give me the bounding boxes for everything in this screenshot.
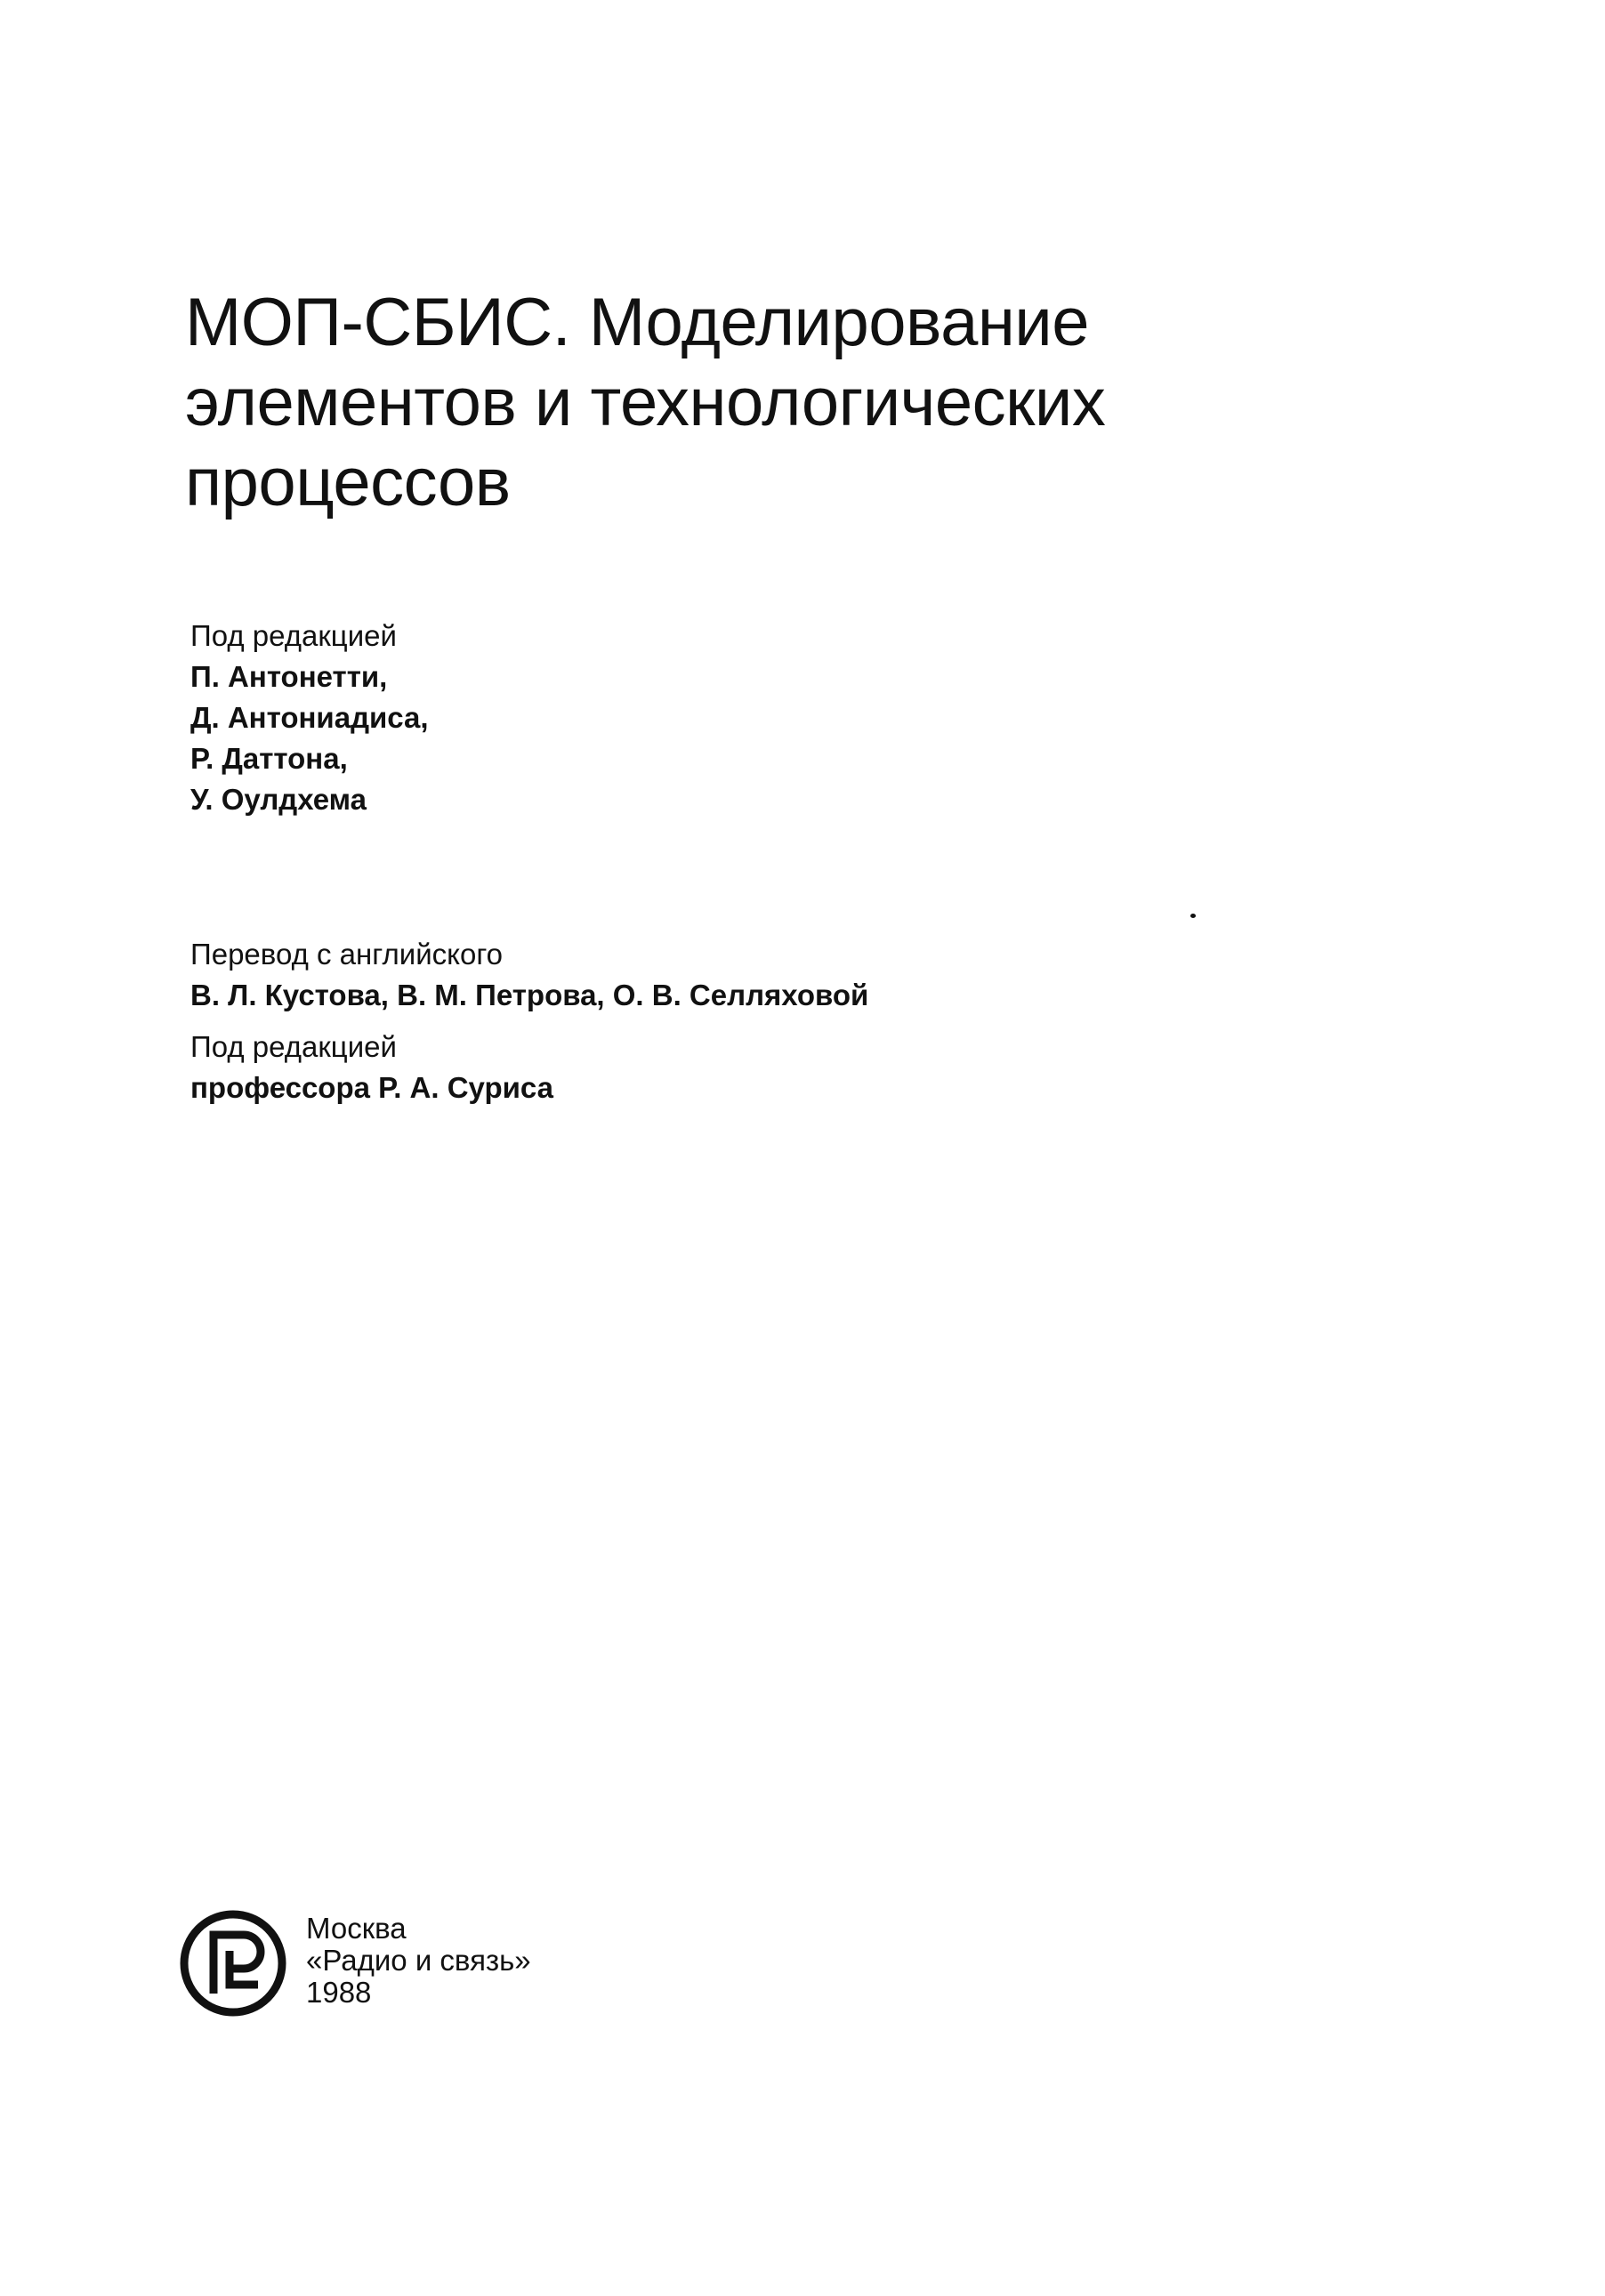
translation-block	[190, 934, 868, 1108]
imprint-city: Москва	[306, 1912, 407, 1945]
title-line-2: элементов и технологических	[185, 365, 1106, 440]
editor-name: П. Антонетти,	[190, 660, 388, 693]
translators: В. Л. Кустова, В. М. Петрова, О. В. Селляховой	[190, 979, 869, 1011]
imprint-block	[306, 1913, 531, 2009]
title-line-3: процессов	[185, 445, 511, 520]
publisher-logo-icon	[178, 1908, 288, 2018]
editors-block	[190, 616, 429, 820]
imprint-year: 1988	[306, 1976, 372, 2009]
editor-name: У. Оулдхема	[190, 783, 367, 816]
print-speck	[1190, 914, 1196, 918]
book-title	[185, 283, 1413, 523]
editors-intro: Под редакцией	[190, 619, 397, 652]
imprint-publisher: «Радио и связь»	[306, 1944, 531, 1977]
translation-editor-intro: Под редакцией	[190, 1030, 397, 1063]
editor-name: Р. Даттона,	[190, 742, 348, 775]
title-line-1: МОП-СБИС. Моделирование	[185, 285, 1090, 360]
editor-name: Д. Антониадиса,	[190, 701, 429, 734]
translation-editor: профессора Р. А. Суриса	[190, 1071, 554, 1104]
translation-intro: Перевод с английского	[190, 938, 503, 971]
